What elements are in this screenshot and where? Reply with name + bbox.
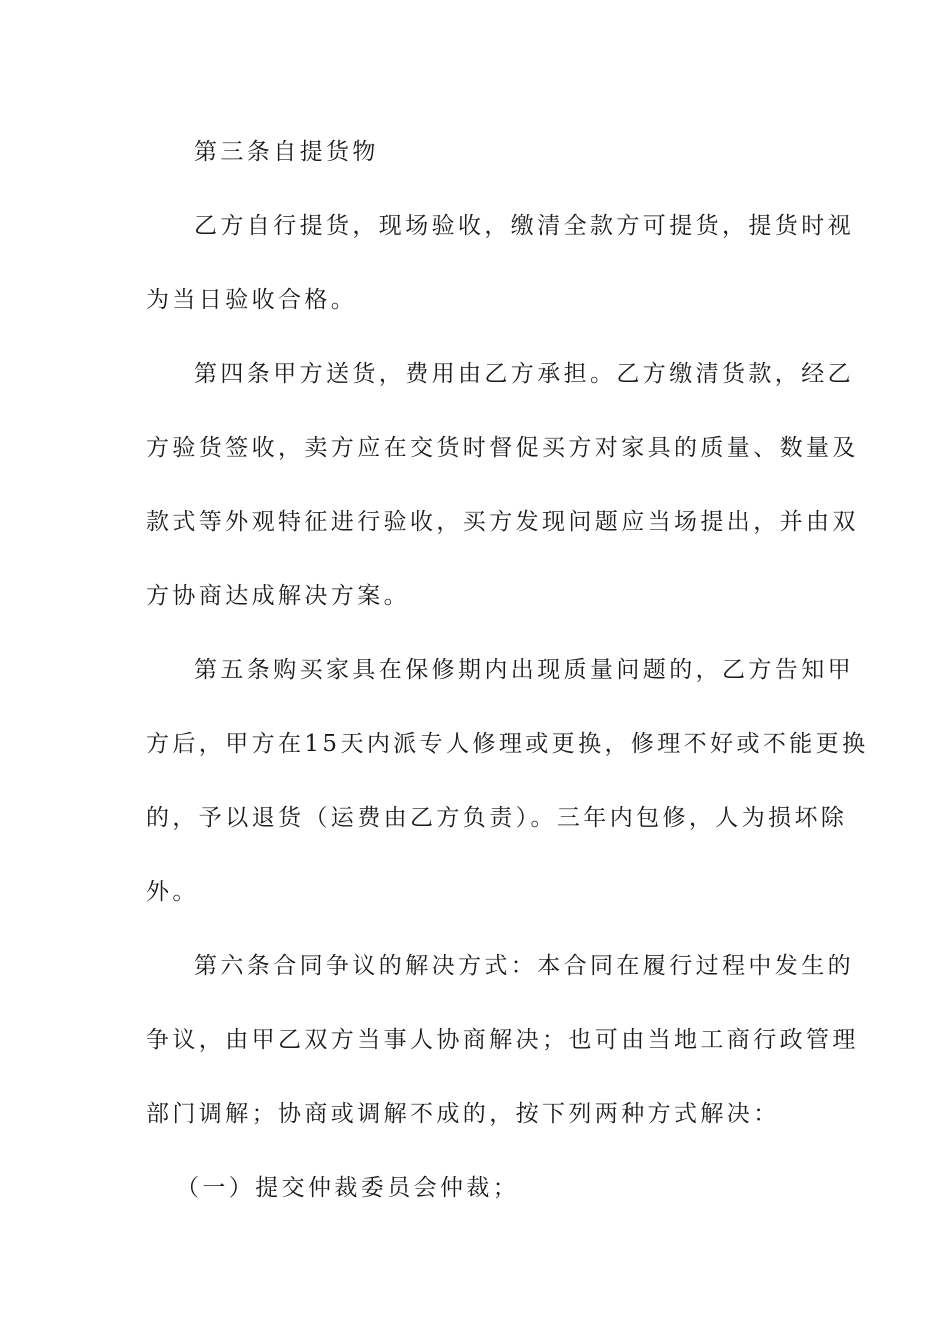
article-4-line-3: 款式等外观特征进行验收，买方发现问题应当场提出，并由双	[146, 509, 859, 535]
article-6-option-1: （一）提交仲裁委员会仲裁；	[176, 1175, 520, 1201]
article-3-heading: 第三条自提货物	[194, 139, 379, 165]
article-5-line-2: 方后，甲方在15天内派专人修理或更换，修理不好或不能更换	[146, 731, 869, 757]
article-3-text-line-2: 为当日验收合格。	[146, 287, 358, 313]
article-4-line-4: 方协商达成解决方案。	[146, 583, 410, 609]
article-3-text-line-1: 乙方自行提货，现场验收，缴清全款方可提货，提货时视	[194, 213, 854, 239]
article-6-line-2: 争议，由甲乙双方当事人协商解决；也可由当地工商行政管理	[146, 1027, 859, 1053]
article-4-line-1: 第四条甲方送货，费用由乙方承担。乙方缴清货款，经乙	[194, 361, 854, 387]
article-4-line-2: 方验货签收，卖方应在交货时督促买方对家具的质量、数量及	[146, 435, 859, 461]
article-5-line-1: 第五条购买家具在保修期内出现质量问题的，乙方告知甲	[194, 657, 854, 683]
article-6-line-3: 部门调解；协商或调解不成的，按下列两种方式解决：	[146, 1101, 780, 1127]
article-6-line-1: 第六条合同争议的解决方式：本合同在履行过程中发生的	[194, 953, 854, 979]
article-5-line-3: 的，予以退货（运费由乙方负责）。三年内包修，人为损坏除	[146, 805, 848, 831]
article-5-line-4: 外。	[146, 879, 199, 905]
